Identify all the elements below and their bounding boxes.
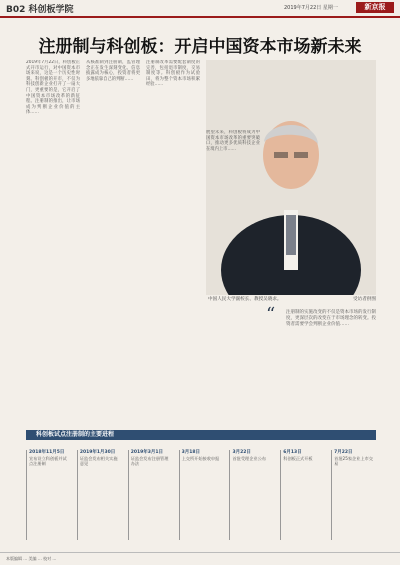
top-bar	[0, 0, 400, 18]
event-date: 3月22日	[232, 450, 251, 455]
section-label: B02 科创板学院	[6, 5, 74, 15]
issue-date: 2019年7月22日 星期一	[284, 5, 338, 11]
caption-right: 受访者供图	[353, 297, 376, 302]
event-date: 6月13日	[283, 450, 302, 455]
article-title: 注册制与科创板：开启中国资本市场新未来	[38, 37, 362, 57]
timeline-event	[229, 450, 274, 540]
footer-bar	[0, 552, 400, 565]
pull-quote	[266, 304, 376, 416]
quote-text: 注册制的实施改变的不仅是资本市场的发行制度，更深层次的改变在于市场理念的转变。投资者需要学会判断企业价值……	[286, 310, 376, 327]
timeline-event	[331, 450, 376, 540]
article-column-1: 2019年7月22日，科创板正式开市运行，对中国资本市场来说，这是一个历史性时刻。科创板的开市，不仅为科技创新企业打开了一扇大门，更重要的是，它开启了中国资本市场改革的新征程。注册制的推出，让市场成为判断企业价值的主体……	[26, 60, 80, 116]
timeline-header	[26, 430, 376, 440]
timeline-event	[280, 450, 325, 540]
event-date: 3月18日	[181, 450, 200, 455]
event-desc: 首批受理企业公布	[232, 455, 266, 461]
timeline-event	[128, 450, 173, 540]
quote-icon: “	[266, 304, 276, 325]
timeline-event	[179, 450, 224, 540]
event-desc: 宣布设立科创板并试点注册制	[29, 455, 67, 466]
event-date: 2019年3月1日	[130, 450, 164, 455]
event-desc: 证监会发布注册管理办法	[130, 455, 169, 466]
article-column-4: 展望未来，科创板将成为中国资本市场改革的重要突破口，推动更多优质科技企业在境内上市……	[206, 130, 260, 152]
timeline-event	[77, 450, 122, 540]
timeline-events	[26, 450, 376, 540]
event-date: 7月22日	[334, 450, 353, 455]
brand-logo: 新京报	[356, 2, 394, 13]
event-date: 2018年11月5日	[29, 450, 65, 455]
caption-left: 中国人民大学副校长、教授吴晓求。	[208, 297, 282, 302]
event-desc: 首批25家企业上市交易	[334, 455, 373, 466]
event-desc: 上交所开始接收申报	[181, 455, 220, 461]
timeline-title: 科创板试点注册制的主要进程	[36, 431, 115, 438]
article-column-2: 从核准制到注册制，监管理念正在发生深刻变化。信息披露成为核心，投资者将更多地依靠自己的判断……	[86, 60, 140, 82]
event-desc: 科创板正式开板	[283, 455, 313, 461]
event-date: 2019年1月30日	[79, 450, 116, 455]
event-desc: 证监会发布相关实施意见	[79, 455, 118, 466]
footer-credits: 本版编辑 … 美编 … 校对 …	[6, 556, 57, 561]
timeline-section	[26, 430, 376, 550]
article-column-3: 注册制改革需要配套制度的完善，包括退市制度、交易制度等。科创板作为试验田，将为整个资本市场积累经验……	[146, 60, 200, 88]
timeline-event	[26, 450, 71, 540]
